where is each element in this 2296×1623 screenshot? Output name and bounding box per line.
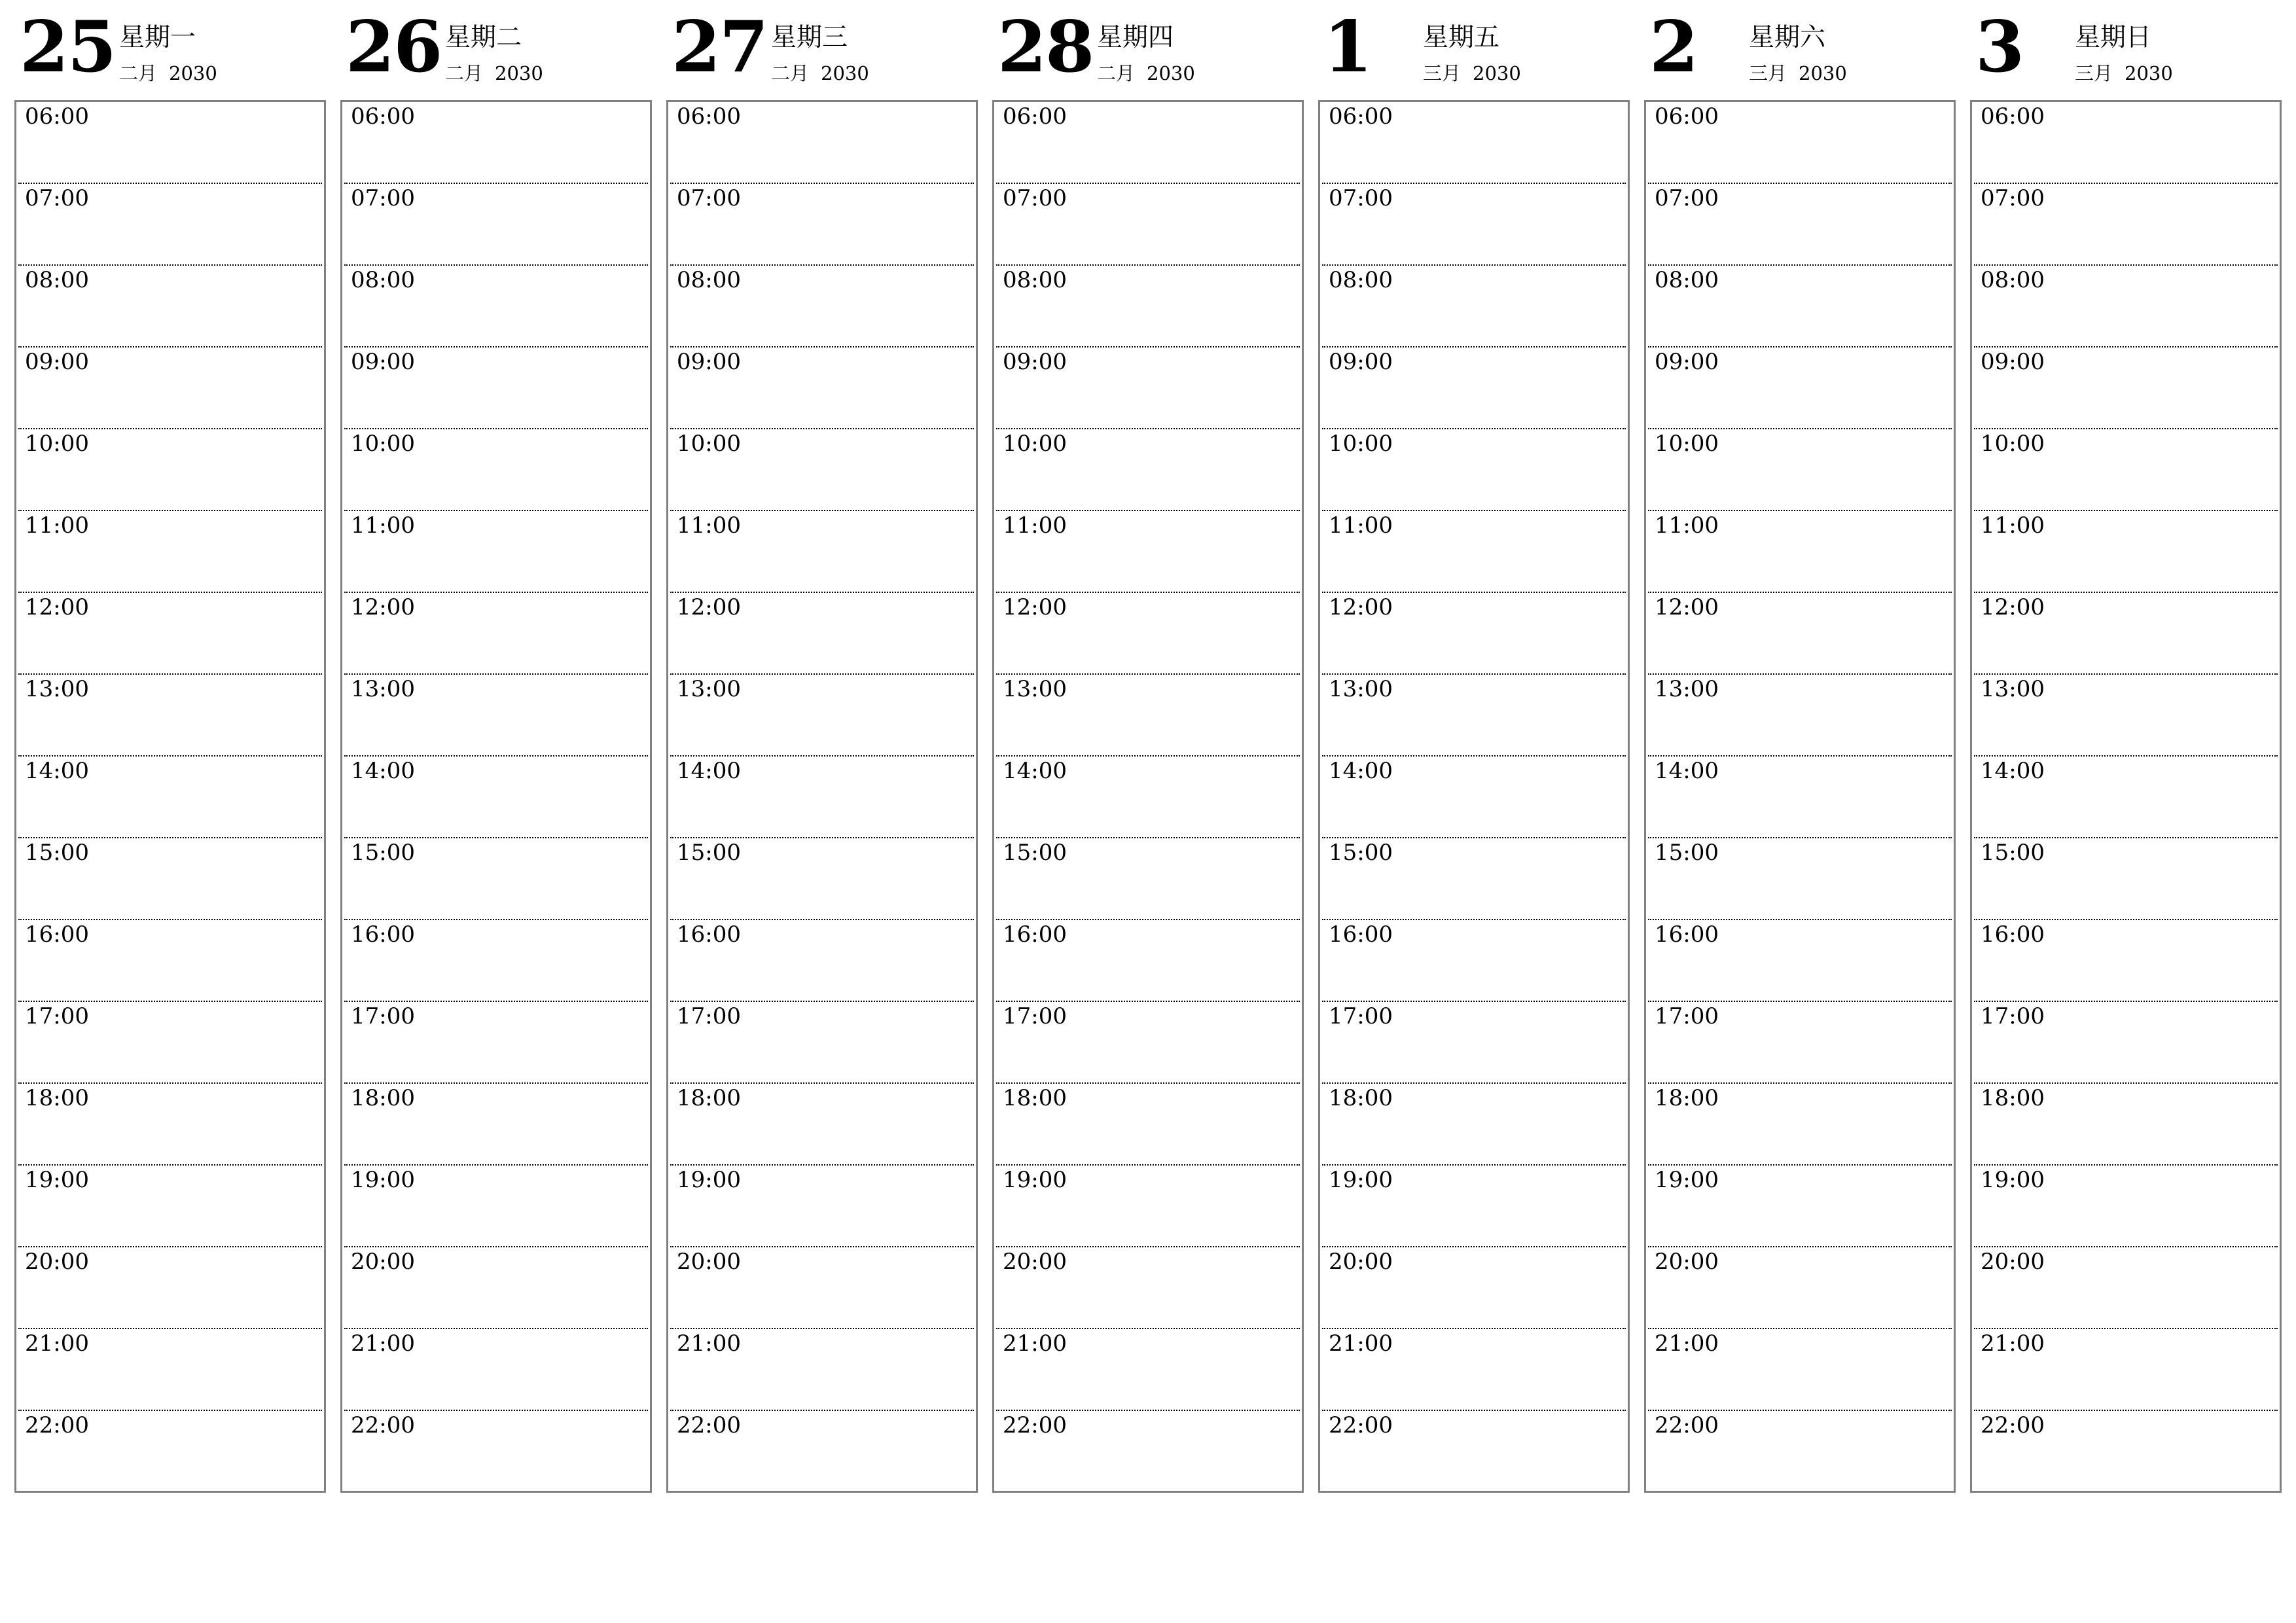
time-label: 22:00 [677, 1412, 741, 1438]
time-label: 18:00 [351, 1085, 415, 1111]
time-label: 18:00 [1981, 1085, 2045, 1111]
time-label: 11:00 [1655, 512, 1719, 539]
time-label: 08:00 [1329, 267, 1393, 293]
time-slot[interactable] [344, 348, 648, 429]
time-label: 08:00 [677, 267, 741, 293]
time-label: 13:00 [1329, 676, 1393, 702]
time-slot[interactable] [996, 1084, 1300, 1166]
time-label: 12:00 [25, 594, 89, 620]
time-label: 15:00 [25, 840, 89, 866]
time-label: 12:00 [677, 594, 741, 620]
time-label: 13:00 [1655, 676, 1719, 702]
day-schedule-box [992, 100, 1304, 1493]
day-number: 1 [1323, 6, 1372, 88]
time-slot[interactable] [1648, 348, 1952, 429]
day-number: 3 [1975, 6, 2024, 88]
month-label: 三月 [1749, 62, 1787, 84]
time-slot[interactable] [996, 757, 1300, 838]
time-label: 18:00 [1003, 1085, 1067, 1111]
time-slot[interactable] [18, 1084, 322, 1166]
time-slot[interactable] [18, 266, 322, 348]
time-slot[interactable] [1322, 1084, 1626, 1166]
time-slot[interactable] [996, 593, 1300, 675]
time-slot[interactable] [344, 593, 648, 675]
time-slot[interactable] [1648, 429, 1952, 511]
weekday-label: 星期六 [1749, 23, 1826, 52]
time-label: 16:00 [1981, 921, 2045, 948]
time-slot[interactable] [1974, 675, 2278, 757]
time-label: 09:00 [25, 349, 89, 375]
time-label: 12:00 [1329, 594, 1393, 620]
time-slot[interactable] [1322, 1166, 1626, 1247]
time-label: 14:00 [351, 758, 415, 784]
time-slot[interactable] [18, 429, 322, 511]
time-label: 20:00 [677, 1249, 741, 1275]
time-slot[interactable] [996, 102, 1300, 184]
time-slot[interactable] [1974, 266, 2278, 348]
time-label: 15:00 [1329, 840, 1393, 866]
time-label: 21:00 [1003, 1330, 1067, 1357]
time-slot[interactable] [1322, 102, 1626, 184]
time-label: 20:00 [1329, 1249, 1393, 1275]
time-slot[interactable] [1322, 593, 1626, 675]
time-slot[interactable] [996, 1247, 1300, 1329]
time-label: 11:00 [677, 512, 741, 539]
time-slot[interactable] [1322, 1002, 1626, 1084]
time-slot[interactable] [1974, 184, 2278, 266]
time-label: 13:00 [1981, 676, 2045, 702]
time-label: 06:00 [1981, 103, 2045, 130]
time-label: 13:00 [25, 676, 89, 702]
time-slot[interactable] [1322, 266, 1626, 348]
day-column [1970, 0, 2284, 1438]
time-slot[interactable] [1974, 102, 2278, 184]
time-label: 08:00 [351, 267, 415, 293]
time-label: 08:00 [25, 267, 89, 293]
time-slot[interactable] [18, 1002, 322, 1084]
day-schedule-box [666, 100, 978, 1493]
time-slot[interactable] [344, 1329, 648, 1411]
time-slot[interactable] [344, 920, 648, 1002]
day-schedule-box [340, 100, 652, 1493]
weekday-label: 星期四 [1097, 23, 1174, 52]
time-label: 21:00 [1981, 1330, 2045, 1357]
time-label: 14:00 [677, 758, 741, 784]
time-label: 12:00 [1981, 594, 2045, 620]
time-slot[interactable] [670, 593, 974, 675]
time-slot[interactable] [18, 184, 322, 266]
time-label: 06:00 [1003, 103, 1067, 130]
weekday-label: 星期二 [445, 23, 522, 52]
time-label: 06:00 [1329, 103, 1393, 130]
day-number: 27 [672, 6, 768, 88]
time-slot[interactable] [1974, 838, 2278, 920]
time-slot[interactable] [1322, 348, 1626, 429]
time-label: 21:00 [351, 1330, 415, 1357]
time-slot[interactable] [1648, 920, 1952, 1002]
time-slot[interactable] [344, 838, 648, 920]
time-label: 16:00 [351, 921, 415, 948]
time-label: 19:00 [1981, 1167, 2045, 1193]
time-slot[interactable] [344, 1166, 648, 1247]
time-slot[interactable] [18, 1329, 322, 1411]
time-label: 15:00 [1003, 840, 1067, 866]
time-slot[interactable] [1648, 838, 1952, 920]
time-label: 21:00 [677, 1330, 741, 1357]
day-schedule-box [1970, 100, 2282, 1493]
time-slot[interactable] [996, 1411, 1300, 1493]
month-label: 二月 [771, 62, 810, 84]
weekday-label: 星期日 [2075, 23, 2152, 52]
time-label: 15:00 [677, 840, 741, 866]
time-slot[interactable] [1322, 1247, 1626, 1329]
time-slot[interactable] [18, 838, 322, 920]
day-column [666, 0, 980, 1438]
time-label: 19:00 [25, 1167, 89, 1193]
time-label: 08:00 [1003, 267, 1067, 293]
time-slot[interactable] [344, 675, 648, 757]
time-label: 10:00 [677, 431, 741, 457]
time-label: 10:00 [1329, 431, 1393, 457]
time-slot[interactable] [1974, 757, 2278, 838]
time-slot[interactable] [670, 1411, 974, 1493]
time-label: 06:00 [1655, 103, 1719, 130]
time-slot[interactable] [344, 757, 648, 838]
time-label: 07:00 [351, 185, 415, 211]
day-column [1644, 0, 1958, 1438]
time-slot[interactable] [1648, 675, 1952, 757]
day-schedule-box [1318, 100, 1630, 1493]
time-label: 06:00 [351, 103, 415, 130]
day-header [992, 0, 1306, 101]
time-label: 08:00 [1981, 267, 2045, 293]
day-column [340, 0, 655, 1438]
time-slot[interactable] [344, 429, 648, 511]
time-label: 10:00 [1003, 431, 1067, 457]
time-slot[interactable] [1974, 348, 2278, 429]
time-slot[interactable] [1648, 593, 1952, 675]
time-slot[interactable] [18, 348, 322, 429]
month-label: 三月 [1423, 62, 1462, 84]
month-year-label [771, 64, 869, 83]
time-label: 11:00 [25, 512, 89, 539]
time-slot[interactable] [1322, 511, 1626, 593]
time-label: 22:00 [1329, 1412, 1393, 1438]
time-label: 06:00 [677, 103, 741, 130]
day-column [992, 0, 1306, 1438]
time-slot[interactable] [670, 1002, 974, 1084]
month-year-label [2075, 64, 2173, 83]
time-label: 22:00 [1003, 1412, 1067, 1438]
time-slot[interactable] [1648, 184, 1952, 266]
weekday-label: 星期五 [1423, 23, 1500, 52]
month-year-label [1097, 64, 1195, 83]
time-slot[interactable] [1974, 1002, 2278, 1084]
time-slot[interactable] [1974, 1329, 2278, 1411]
time-label: 11:00 [351, 512, 415, 539]
time-label: 07:00 [1329, 185, 1393, 211]
time-label: 17:00 [1655, 1003, 1719, 1029]
time-slot[interactable] [670, 348, 974, 429]
time-label: 07:00 [1003, 185, 1067, 211]
time-slot[interactable] [670, 511, 974, 593]
time-label: 18:00 [677, 1085, 741, 1111]
time-slot[interactable] [1322, 1411, 1626, 1493]
time-label: 16:00 [25, 921, 89, 948]
time-label: 19:00 [1329, 1167, 1393, 1193]
time-slot[interactable] [1974, 429, 2278, 511]
time-slot[interactable] [344, 1411, 648, 1493]
year-label: 2030 [1147, 62, 1195, 84]
time-slot[interactable] [18, 920, 322, 1002]
time-label: 18:00 [1329, 1085, 1393, 1111]
time-label: 10:00 [25, 431, 89, 457]
time-slot[interactable] [1322, 1329, 1626, 1411]
time-label: 07:00 [1655, 185, 1719, 211]
day-schedule-box [1644, 100, 1956, 1493]
time-label: 14:00 [1655, 758, 1719, 784]
time-slot[interactable] [1648, 266, 1952, 348]
time-label: 11:00 [1003, 512, 1067, 539]
time-label: 09:00 [677, 349, 741, 375]
day-header [666, 0, 980, 101]
time-label: 06:00 [25, 103, 89, 130]
time-slot[interactable] [670, 1247, 974, 1329]
time-label: 20:00 [351, 1249, 415, 1275]
time-label: 07:00 [25, 185, 89, 211]
time-slot[interactable] [344, 1247, 648, 1329]
year-label: 2030 [821, 62, 869, 84]
time-label: 09:00 [351, 349, 415, 375]
time-label: 16:00 [1655, 921, 1719, 948]
time-label: 18:00 [25, 1085, 89, 1111]
time-slot[interactable] [18, 1411, 322, 1493]
time-label: 22:00 [1655, 1412, 1719, 1438]
time-label: 11:00 [1329, 512, 1393, 539]
time-label: 15:00 [1655, 840, 1719, 866]
time-slot[interactable] [1974, 593, 2278, 675]
time-label: 09:00 [1981, 349, 2045, 375]
time-slot[interactable] [18, 102, 322, 184]
time-slot[interactable] [344, 1002, 648, 1084]
year-label: 2030 [495, 62, 543, 84]
time-label: 21:00 [25, 1330, 89, 1357]
time-label: 20:00 [1981, 1249, 2045, 1275]
day-schedule-box [14, 100, 326, 1493]
time-slot[interactable] [18, 1247, 322, 1329]
time-label: 18:00 [1655, 1085, 1719, 1111]
time-label: 19:00 [677, 1167, 741, 1193]
time-label: 16:00 [677, 921, 741, 948]
time-slot[interactable] [996, 429, 1300, 511]
time-label: 19:00 [1003, 1167, 1067, 1193]
time-label: 07:00 [677, 185, 741, 211]
time-slot[interactable] [670, 266, 974, 348]
time-slot[interactable] [670, 184, 974, 266]
time-slot[interactable] [670, 757, 974, 838]
time-slot[interactable] [670, 838, 974, 920]
time-slot[interactable] [670, 1329, 974, 1411]
time-slot[interactable] [1974, 511, 2278, 593]
time-slot[interactable] [1648, 757, 1952, 838]
time-slot[interactable] [670, 429, 974, 511]
time-label: 16:00 [1329, 921, 1393, 948]
time-slot[interactable] [1974, 1247, 2278, 1329]
time-label: 14:00 [1329, 758, 1393, 784]
time-label: 12:00 [1655, 594, 1719, 620]
time-slot[interactable] [1974, 920, 2278, 1002]
time-slot[interactable] [1648, 1084, 1952, 1166]
month-label: 二月 [1097, 62, 1136, 84]
time-slot[interactable] [1648, 511, 1952, 593]
time-slot[interactable] [1974, 1166, 2278, 1247]
day-header [1644, 0, 1958, 101]
time-label: 15:00 [1981, 840, 2045, 866]
year-label: 2030 [2125, 62, 2173, 84]
time-label: 22:00 [351, 1412, 415, 1438]
time-label: 17:00 [677, 1003, 741, 1029]
time-slot[interactable] [18, 757, 322, 838]
day-header [1318, 0, 1632, 101]
time-slot[interactable] [1322, 675, 1626, 757]
day-column [1318, 0, 1632, 1438]
weekday-label: 星期一 [119, 23, 196, 52]
time-label: 20:00 [25, 1249, 89, 1275]
time-slot[interactable] [996, 675, 1300, 757]
time-label: 17:00 [351, 1003, 415, 1029]
time-label: 09:00 [1329, 349, 1393, 375]
month-year-label [119, 64, 217, 83]
time-label: 14:00 [25, 758, 89, 784]
month-year-label [1749, 64, 1847, 83]
time-slot[interactable] [18, 593, 322, 675]
time-label: 09:00 [1655, 349, 1719, 375]
day-number: 28 [997, 6, 1094, 88]
time-slot[interactable] [670, 675, 974, 757]
time-slot[interactable] [996, 184, 1300, 266]
time-label: 11:00 [1981, 512, 2045, 539]
time-label: 20:00 [1655, 1249, 1719, 1275]
time-slot[interactable] [1648, 102, 1952, 184]
time-label: 21:00 [1655, 1330, 1719, 1357]
time-label: 17:00 [25, 1003, 89, 1029]
time-label: 14:00 [1003, 758, 1067, 784]
time-slot[interactable] [18, 675, 322, 757]
time-label: 10:00 [1981, 431, 2045, 457]
month-label: 二月 [119, 62, 158, 84]
time-slot[interactable] [1648, 1166, 1952, 1247]
time-label: 19:00 [1655, 1167, 1719, 1193]
month-label: 二月 [445, 62, 484, 84]
time-slot[interactable] [996, 920, 1300, 1002]
time-label: 16:00 [1003, 921, 1067, 948]
time-slot[interactable] [996, 1166, 1300, 1247]
time-label: 10:00 [1655, 431, 1719, 457]
time-slot[interactable] [1974, 1084, 2278, 1166]
time-slot[interactable] [996, 511, 1300, 593]
time-label: 13:00 [677, 676, 741, 702]
time-slot[interactable] [18, 511, 322, 593]
time-slot[interactable] [344, 1084, 648, 1166]
time-label: 22:00 [25, 1412, 89, 1438]
time-label: 14:00 [1981, 758, 2045, 784]
year-label: 2030 [1473, 62, 1521, 84]
time-slot[interactable] [996, 1329, 1300, 1411]
day-number: 2 [1649, 6, 1698, 88]
time-slot[interactable] [344, 184, 648, 266]
time-label: 09:00 [1003, 349, 1067, 375]
day-number: 26 [346, 6, 442, 88]
time-slot[interactable] [1648, 1411, 1952, 1493]
time-slot[interactable] [996, 266, 1300, 348]
time-label: 21:00 [1329, 1330, 1393, 1357]
time-slot[interactable] [1322, 920, 1626, 1002]
time-slot[interactable] [670, 920, 974, 1002]
time-slot[interactable] [1648, 1247, 1952, 1329]
month-label: 三月 [2075, 62, 2113, 84]
time-slot[interactable] [344, 102, 648, 184]
time-label: 12:00 [351, 594, 415, 620]
year-label: 2030 [1799, 62, 1847, 84]
time-label: 19:00 [351, 1167, 415, 1193]
month-year-label [1423, 64, 1521, 83]
time-label: 15:00 [351, 840, 415, 866]
time-slot[interactable] [670, 1084, 974, 1166]
time-slot[interactable] [996, 348, 1300, 429]
time-slot[interactable] [1322, 838, 1626, 920]
time-slot[interactable] [996, 1002, 1300, 1084]
time-slot[interactable] [1648, 1002, 1952, 1084]
day-header [340, 0, 655, 101]
year-label: 2030 [169, 62, 217, 84]
time-label: 22:00 [1981, 1412, 2045, 1438]
time-label: 07:00 [1981, 185, 2045, 211]
time-slot[interactable] [1322, 429, 1626, 511]
time-slot[interactable] [996, 838, 1300, 920]
time-slot[interactable] [670, 1166, 974, 1247]
time-label: 12:00 [1003, 594, 1067, 620]
weekday-label: 星期三 [771, 23, 848, 52]
time-slot[interactable] [1322, 757, 1626, 838]
time-label: 17:00 [1003, 1003, 1067, 1029]
day-number: 25 [20, 6, 116, 88]
time-label: 17:00 [1981, 1003, 2045, 1029]
time-label: 13:00 [351, 676, 415, 702]
time-slot[interactable] [1648, 1329, 1952, 1411]
time-label: 20:00 [1003, 1249, 1067, 1275]
time-slot[interactable] [670, 102, 974, 184]
month-year-label [445, 64, 543, 83]
time-label: 13:00 [1003, 676, 1067, 702]
time-label: 08:00 [1655, 267, 1719, 293]
day-header [1970, 0, 2284, 101]
time-slot[interactable] [1322, 184, 1626, 266]
day-column [14, 0, 329, 1438]
time-slot[interactable] [344, 511, 648, 593]
time-slot[interactable] [344, 266, 648, 348]
day-header [14, 0, 329, 101]
time-label: 10:00 [351, 431, 415, 457]
time-label: 17:00 [1329, 1003, 1393, 1029]
time-slot[interactable] [18, 1166, 322, 1247]
time-slot[interactable] [1974, 1411, 2278, 1493]
